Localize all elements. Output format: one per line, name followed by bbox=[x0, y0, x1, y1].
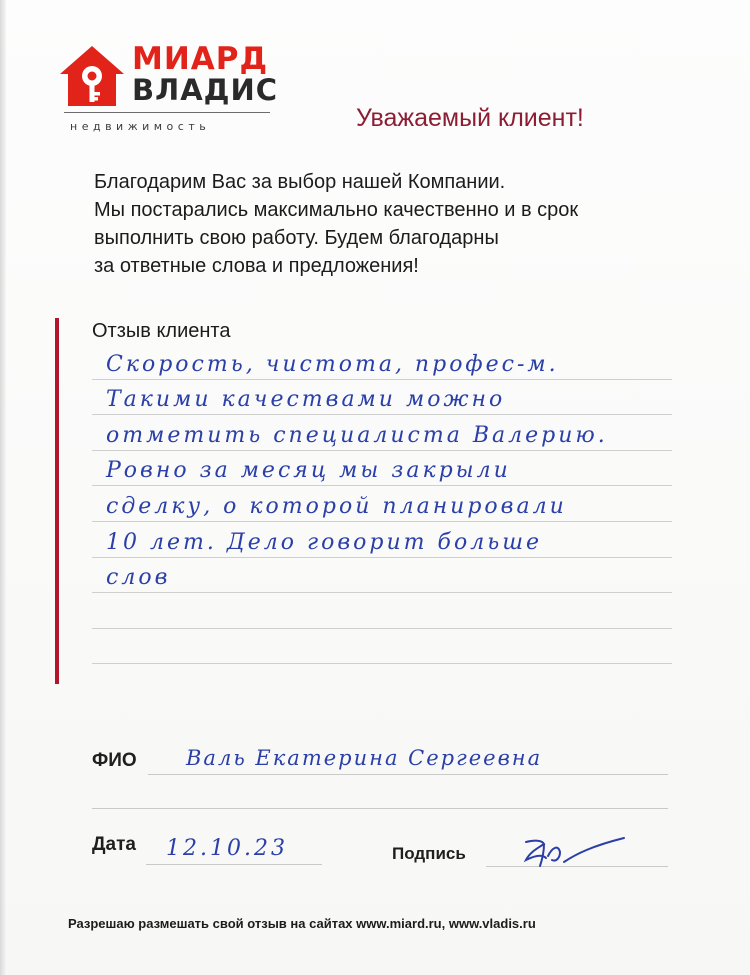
handwritten-text: Такими качествами можно bbox=[106, 387, 506, 413]
logo-divider bbox=[64, 112, 270, 113]
review-line bbox=[92, 486, 672, 522]
handwritten-text: сделку, о которой планировали bbox=[106, 493, 567, 519]
handwritten-text: отметить специалиста Валерию. bbox=[106, 422, 608, 448]
handwritten-text: Скорость, чистота, профес-м. bbox=[106, 351, 559, 377]
date-label: Дата bbox=[92, 834, 136, 855]
house-key-icon bbox=[60, 46, 124, 108]
handwritten-text: 10 лет. Дело говорит больше bbox=[106, 529, 543, 555]
logo-subtitle: недвижимость bbox=[70, 120, 211, 133]
logo-word-miard: МИАРД bbox=[132, 41, 269, 77]
signature-scribble-icon[interactable] bbox=[520, 834, 630, 870]
review-title: Отзыв клиента bbox=[92, 320, 231, 342]
date-underline bbox=[146, 864, 322, 865]
review-line bbox=[92, 380, 672, 416]
date-field[interactable]: 12.10.23 bbox=[166, 836, 288, 861]
review-line bbox=[92, 451, 672, 487]
signature-label: Подпись bbox=[392, 844, 466, 863]
handwritten-text: слов bbox=[106, 565, 171, 591]
greeting-heading: Уважаемый клиент! bbox=[356, 104, 584, 132]
scan-edge bbox=[0, 0, 6, 975]
fio-field[interactable]: Валь Екатерина Сергеевна bbox=[186, 746, 543, 770]
handwritten-text: Ровно за месяц мы закрыли bbox=[106, 458, 511, 484]
intro-text bbox=[94, 168, 694, 280]
fio-underline-2 bbox=[92, 808, 668, 809]
review-line bbox=[92, 629, 672, 665]
company-logo bbox=[58, 42, 278, 138]
review-line bbox=[92, 415, 672, 451]
review-line bbox=[92, 344, 672, 380]
intro-line: выполнить свою работу. Будем благодарны bbox=[94, 227, 499, 249]
intro-line: Благодарим Вас за выбор нашей Компании. bbox=[94, 171, 506, 193]
review-textarea[interactable] bbox=[92, 344, 672, 664]
review-line bbox=[92, 558, 672, 594]
logo-word-vladis: ВЛАДИС bbox=[132, 73, 279, 107]
review-accent-bar bbox=[55, 318, 59, 684]
consent-footer: Разрешаю размешать свой отзыв на сайтах www.miard.ru, www.vladis.ru bbox=[68, 916, 536, 931]
review-line bbox=[92, 593, 672, 629]
fio-underline bbox=[148, 774, 668, 775]
intro-line: Мы постарались максимально качественно и в срок bbox=[94, 199, 579, 221]
fio-label: ФИО bbox=[92, 750, 137, 771]
intro-line: за ответные слова и предложения! bbox=[94, 255, 419, 277]
review-line bbox=[92, 522, 672, 558]
